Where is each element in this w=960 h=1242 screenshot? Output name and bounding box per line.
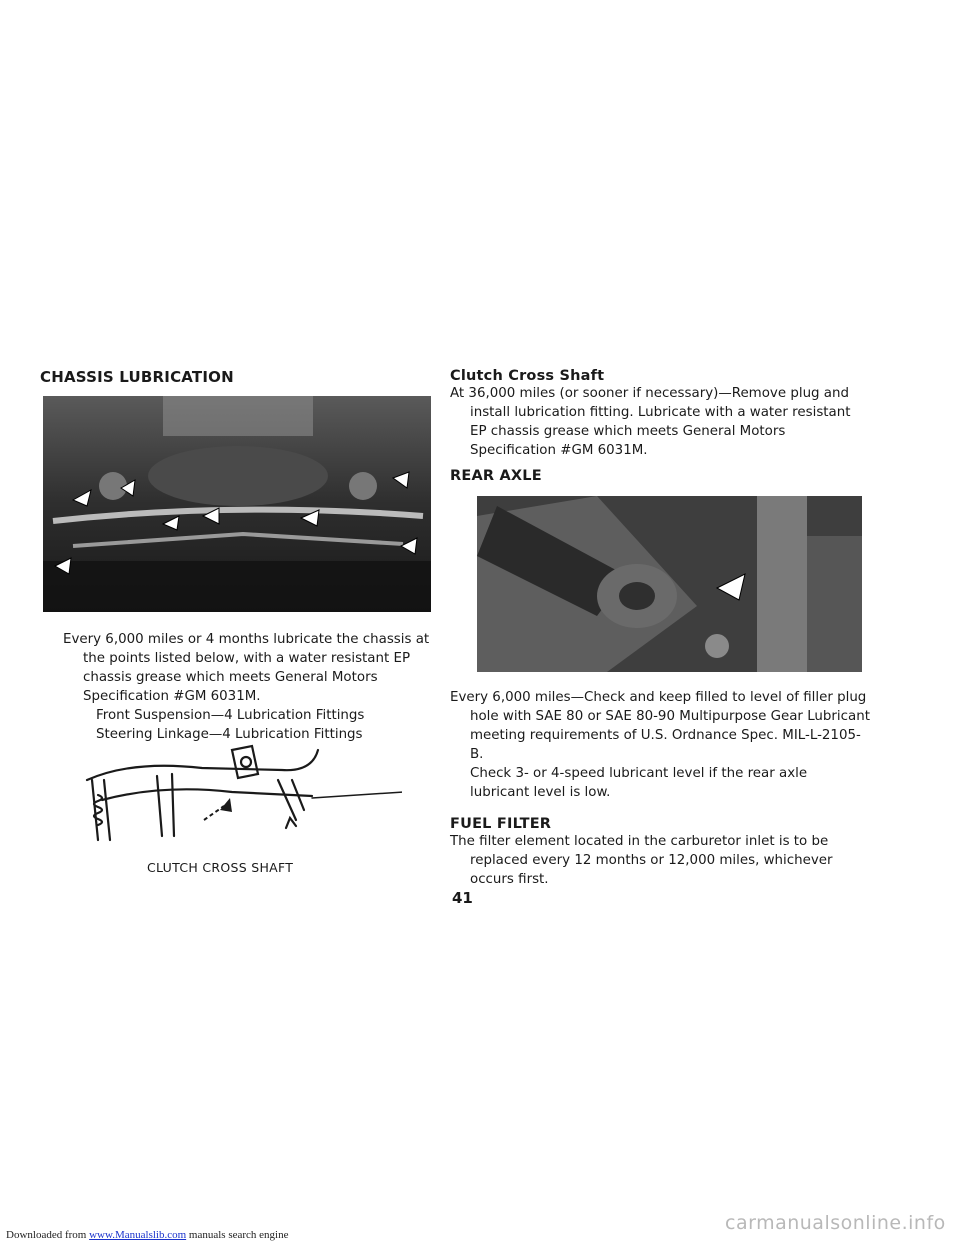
rear-axle-photo-graphic — [477, 496, 862, 672]
rear-axle-photo — [477, 496, 862, 672]
manualslib-link[interactable]: www.Manualslib.com — [89, 1229, 187, 1241]
clutch-paragraph: At 36,000 miles (or sooner if necessary)—Remove plug and install lubrication fitting. Lubricate with a water resistant EP chassis grease which meets General Motors Specification #GM 6031M. — [450, 386, 851, 458]
chassis-paragraph: Every 6,000 miles or 4 months lubricate the chassis at the points listed below, with a water resistant EP chassis grease which meets General Motors Specification #GM 6031M. — [63, 632, 430, 704]
left-column — [40, 368, 430, 386]
clutch-cross-shaft-drawing — [82, 740, 402, 856]
chassis-text-block — [63, 630, 437, 744]
clutch-figure-caption: CLUTCH CROSS SHAFT — [147, 860, 294, 875]
rear-axle-note: Check 3- or 4-speed lubricant level if the rear axle lubricant level is low. — [470, 766, 808, 800]
download-footer — [6, 1229, 288, 1241]
watermark-text: carmanualsonline.info — [725, 1212, 946, 1234]
page-number: 41 — [452, 889, 473, 907]
rear-axle-paragraph: Every 6,000 miles—Check and keep filled to level of filler plug hole with SAE 80 or SAE 80-90 Multipurpose Gear Lubricant meeting requirements of U.S. Ordnance Spec. MIL-L-2105-B. — [450, 690, 870, 762]
footer-prefix: Downloaded from — [6, 1229, 90, 1241]
chassis-photo — [43, 396, 431, 612]
footer-suffix: manuals search engine — [186, 1229, 289, 1241]
clutch-drawing-graphic — [82, 740, 402, 856]
chassis-lubrication-heading: CHASSIS LUBRICATION — [40, 368, 234, 386]
rear-axle-text-block — [450, 688, 870, 889]
fuel-filter-heading: FUEL FILTER — [450, 816, 552, 832]
clutch-cross-shaft-heading: Clutch Cross Shaft — [450, 368, 605, 384]
chassis-photo-graphic — [43, 396, 431, 612]
front-suspension-line: Front Suspension—4 Lubrication Fittings — [96, 708, 365, 723]
rear-axle-heading: REAR AXLE — [450, 468, 542, 484]
right-column — [450, 368, 870, 484]
steering-linkage-line: Steering Linkage—4 Lubrication Fittings — [96, 727, 363, 742]
fuel-filter-paragraph: The filter element located in the carburetor inlet is to be replaced every 12 months or 12,000 miles, whichever occurs first. — [450, 834, 833, 887]
